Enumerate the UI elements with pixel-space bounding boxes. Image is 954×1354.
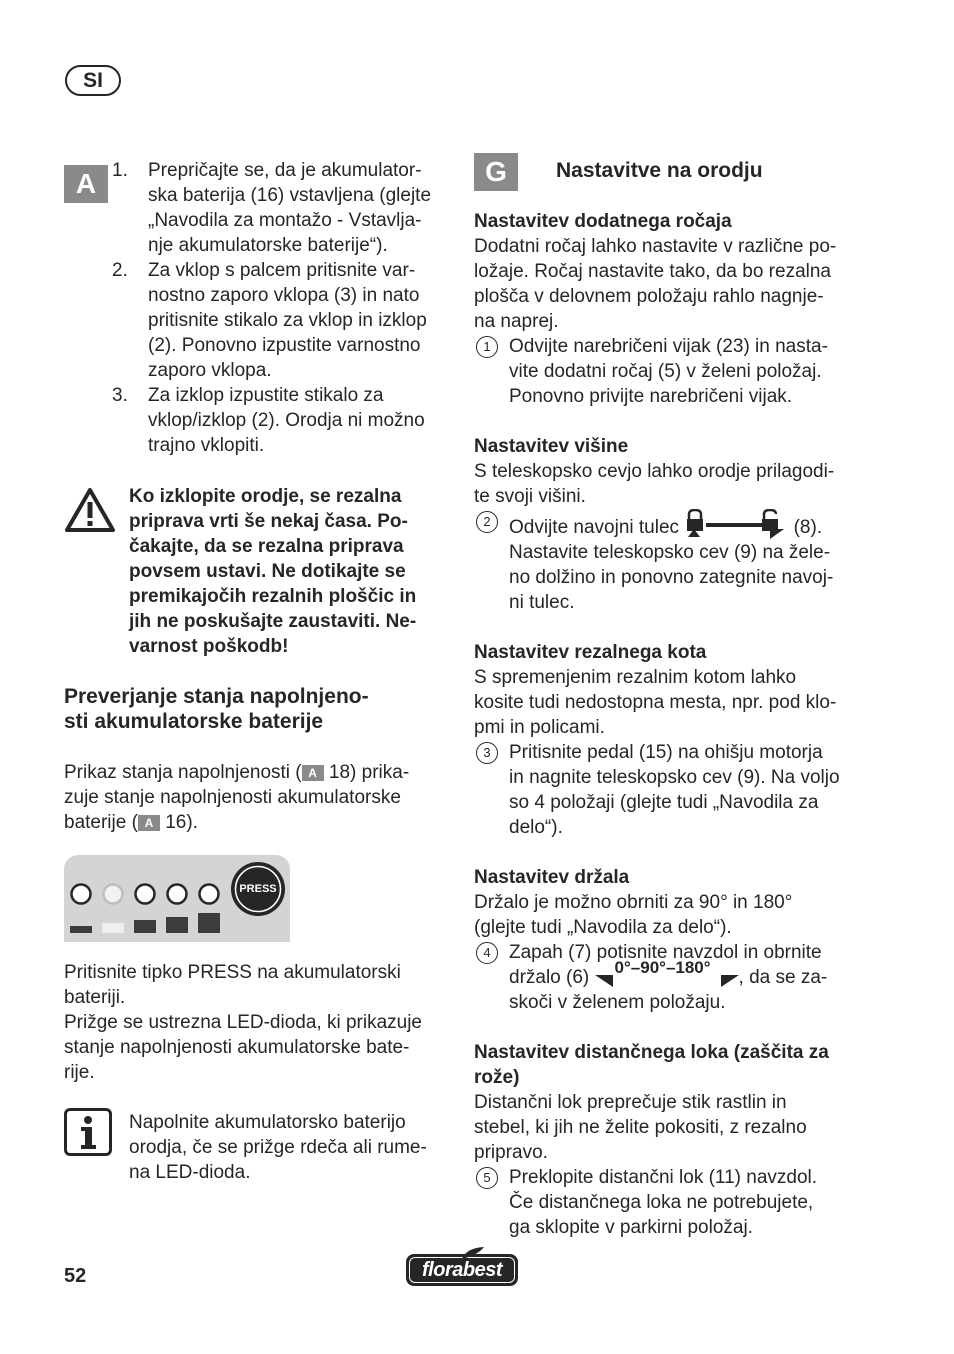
step-2 bbox=[112, 258, 452, 383]
lock-unlock-icon bbox=[686, 509, 786, 539]
step-line: vklop/izklop (2). Orodja ni možno bbox=[148, 410, 425, 431]
step-line: so 4 položaji (glejte tudi „Navodila za bbox=[509, 792, 819, 813]
brand-logo bbox=[406, 1246, 518, 1288]
step-line: Ponovno privijte narebričeni vijak. bbox=[509, 386, 793, 407]
step-line: ga sklopite v parkirni položaj. bbox=[509, 1217, 753, 1238]
heading-line: sti akumulatorske baterije bbox=[64, 710, 324, 733]
warning-line: povsem ustavi. Ne dotikajte se bbox=[129, 561, 406, 582]
press-instructions bbox=[64, 960, 422, 1085]
step-line: skoči v želenem položaju. bbox=[509, 992, 726, 1013]
step-line: Za vklop s palcem pritisnite var- bbox=[148, 260, 416, 281]
para-line bbox=[64, 810, 409, 835]
angle-symbol bbox=[595, 958, 739, 987]
body-line: Distančni lok preprečuje stik rastlin in bbox=[474, 1092, 787, 1113]
para-line: Pritisnite tipko PRESS na akumulatorski bbox=[64, 962, 401, 983]
para-line: zuje stanje napolnjenosti akumulatorske bbox=[64, 787, 401, 808]
step-line: nostno zaporo vklopa (3) in nato bbox=[148, 285, 420, 306]
step-line: trajno vklopiti. bbox=[148, 435, 265, 456]
para-line: bateriji. bbox=[64, 987, 126, 1008]
step-1 bbox=[112, 158, 452, 258]
language-badge: SI bbox=[65, 65, 121, 96]
warning-line: jih ne poskušajte zaustaviti. Ne- bbox=[129, 611, 417, 632]
instruction-step bbox=[474, 334, 874, 409]
step-line: pritisnite stikalo za vklop in izklop bbox=[148, 310, 427, 331]
warning-line: priprava vrti še nekaj časa. Po- bbox=[129, 511, 408, 532]
para-line: rije. bbox=[64, 1062, 95, 1083]
step-line: zaporo vklopa. bbox=[148, 360, 272, 381]
body-line: Dodatni ročaj lahko nastavite v različne po- bbox=[474, 236, 837, 257]
figure-ref-a: A bbox=[138, 815, 160, 831]
subheading: Nastavitev dodatnega ročaja bbox=[474, 211, 732, 232]
subheading: Nastavitev držala bbox=[474, 867, 630, 888]
step-line: Zapah (7) potisnite navzdol in obrnite bbox=[509, 942, 822, 963]
step-line: in nagnite teleskopsko cev (9). Na voljo bbox=[509, 767, 840, 788]
subheading: Nastavitev distančnega loka (zaščita za bbox=[474, 1042, 829, 1063]
section-heading bbox=[64, 684, 369, 734]
warning-line: čakajte, da se rezalna priprava bbox=[129, 536, 404, 557]
step-line: Nastavite teleskopsko cev (9) na žele- bbox=[509, 542, 831, 563]
instruction-step bbox=[474, 740, 874, 840]
instruction-step bbox=[474, 940, 874, 1015]
text: 18) prika- bbox=[323, 762, 410, 783]
para-line bbox=[64, 760, 409, 785]
warning-text bbox=[129, 484, 416, 659]
info-line: Napolnite akumulatorsko baterijo bbox=[129, 1112, 406, 1133]
body-line: S spremenjenim rezalnim kotom lahko bbox=[474, 667, 797, 688]
heading-line: Preverjanje stanja napolnjeno- bbox=[64, 685, 369, 708]
step-line: Odvijte narebričeni vijak (23) in nasta- bbox=[509, 336, 828, 357]
text: Odvijte navojni tulec bbox=[509, 517, 680, 538]
page-section-title: Nastavitve na orodju bbox=[556, 159, 763, 182]
body-line: pripravo. bbox=[474, 1142, 548, 1163]
section-marker-g: G bbox=[474, 153, 518, 191]
step-line: ni tulec. bbox=[509, 592, 575, 613]
body-line: plošča v delovnem položaju rahlo nagnje- bbox=[474, 286, 824, 307]
warning-icon bbox=[64, 487, 116, 538]
text: , da se za- bbox=[738, 967, 828, 988]
step-line: Pritisnite pedal (15) na ohišju motorja bbox=[509, 742, 823, 763]
step-number-circle: 4 bbox=[476, 942, 498, 964]
text: Prikaz stanja napolnjenosti ( bbox=[64, 762, 302, 783]
step-number-circle: 2 bbox=[476, 511, 498, 533]
angle-label: 0°–90°–180° bbox=[614, 958, 711, 977]
page-number: 52 bbox=[64, 1265, 87, 1287]
body-line: pmi in policami. bbox=[474, 717, 605, 738]
info-line: na LED-dioda. bbox=[129, 1162, 251, 1183]
brand-name: florabest bbox=[422, 1259, 502, 1281]
warning-line: varnost poškodb! bbox=[129, 636, 289, 657]
para-line: stanje napolnjenosti akumulatorske bate- bbox=[64, 1037, 410, 1058]
para-line: Prižge se ustrezna LED-dioda, ki prikazuje bbox=[64, 1012, 423, 1033]
section-marker-a: A bbox=[64, 165, 108, 203]
step-line: delo“). bbox=[509, 817, 563, 838]
subheading: rože) bbox=[474, 1067, 520, 1088]
body-line: S teleskopsko cevjo lahko orodje prilagodi- bbox=[474, 461, 835, 482]
battery-status-paragraph bbox=[64, 760, 409, 835]
led-icon bbox=[72, 885, 219, 904]
step-line: Preklopite distančni lok (11) navzdol. bbox=[509, 1167, 818, 1188]
step-number: 3. bbox=[112, 385, 128, 406]
step-line: (2). Ponovno izpustite varnostno bbox=[148, 335, 421, 356]
step-line: „Navodila za montažo - Vstavlja- bbox=[148, 210, 422, 231]
instruction-step bbox=[474, 1165, 874, 1240]
step-3 bbox=[112, 383, 452, 458]
text: baterije ( bbox=[64, 812, 138, 833]
step-line bbox=[509, 958, 874, 990]
step-line bbox=[509, 509, 874, 540]
step-line: no dolžino in ponovno zategnite navoj- bbox=[509, 567, 834, 588]
body-line: te svoji višini. bbox=[474, 486, 586, 507]
body-line: na naprej. bbox=[474, 311, 559, 332]
step-number-circle: 5 bbox=[476, 1167, 498, 1189]
step-line: Če distančnega loka ne potrebujete, bbox=[509, 1192, 814, 1213]
instruction-step bbox=[474, 509, 874, 615]
step-line: vite dodatni ročaj (5) v želeni položaj. bbox=[509, 361, 822, 382]
body-line: Držalo je možno obrniti za 90° in 180° bbox=[474, 892, 793, 913]
step-line: Prepričajte se, da je akumulator- bbox=[148, 160, 422, 181]
figure-ref-a: A bbox=[302, 765, 324, 781]
text: 16). bbox=[159, 812, 198, 833]
body-line: ložaje. Ročaj nastavite tako, da bo rezalna bbox=[474, 261, 831, 282]
battery-indicator-figure bbox=[64, 855, 290, 942]
step-line: ska baterija (16) vstavljena (glejte bbox=[148, 185, 432, 206]
text: držalo (6) bbox=[509, 967, 590, 988]
step-number: 2. bbox=[112, 260, 128, 281]
step-line: Za izklop izpustite stikalo za bbox=[148, 385, 384, 406]
step-number-circle: 3 bbox=[476, 742, 498, 764]
step-line: nje akumulatorske baterije“). bbox=[148, 235, 388, 256]
subheading: Nastavitev višine bbox=[474, 436, 629, 457]
steps-list bbox=[112, 158, 452, 458]
body-line: (glejte tudi „Navodila za delo“). bbox=[474, 917, 732, 938]
info-icon bbox=[64, 1108, 112, 1156]
press-button-label: PRESS bbox=[239, 883, 277, 895]
body-line: kosite tudi nedostopna mesta, npr. pod klo- bbox=[474, 692, 837, 713]
warning-line: Ko izklopite orodje, se rezalna bbox=[129, 486, 402, 507]
right-column bbox=[474, 209, 874, 1240]
step-number: 1. bbox=[112, 160, 128, 181]
info-text bbox=[129, 1110, 427, 1185]
step-number-circle: 1 bbox=[476, 336, 498, 358]
subheading: Nastavitev rezalnega kota bbox=[474, 642, 707, 663]
info-line: orodja, če se prižge rdeča ali rume- bbox=[129, 1137, 427, 1158]
warning-line: premikajočih rezalnih ploščic in bbox=[129, 586, 417, 607]
body-line: stebel, ki jih ne želite pokositi, z rezalno bbox=[474, 1117, 807, 1138]
text: (8). bbox=[793, 517, 823, 538]
